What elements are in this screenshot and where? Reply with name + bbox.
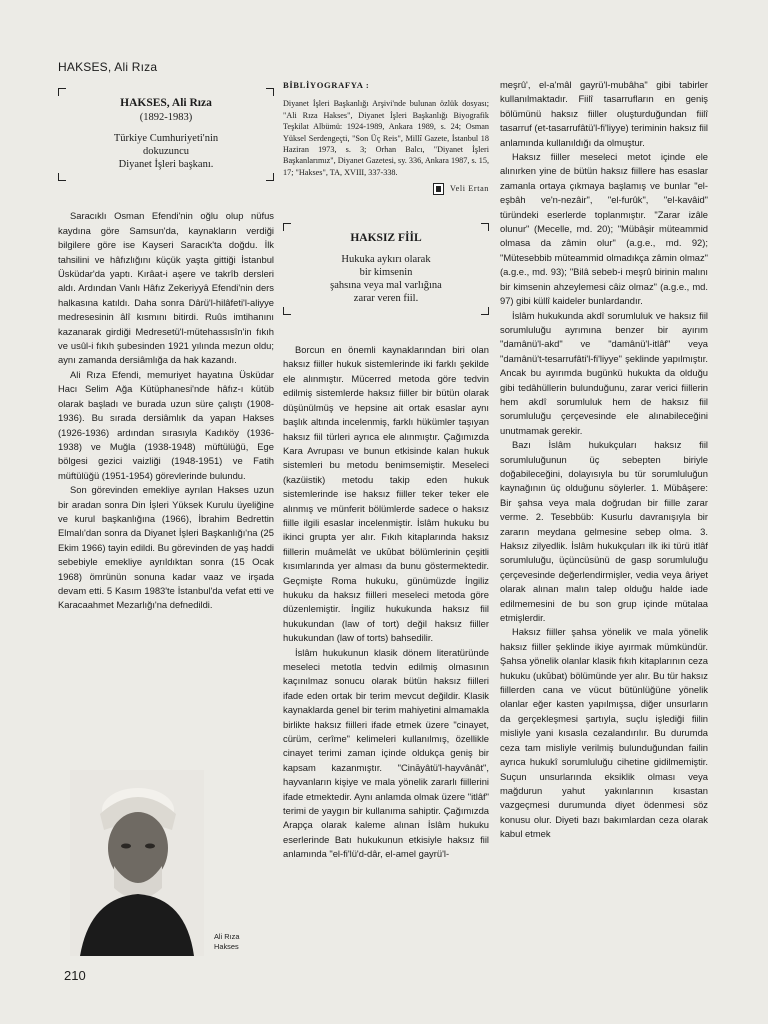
entry-description-line: dokuzuncu — [142, 146, 190, 158]
body-paragraph: Saracıklı Osman Efendi'nin oğlu olup nüfus kaydına göre Samsun'da, kaynakların verdiği bilgilere göre ise Kayseri Saracık'ta doğdu. İlk tahsilini ve hâfızlığını küçük yaşta gittiği İstanbul Üsküdar'da yaptı. Kırâat-i aşere ve takrîb dersleri aldı. Ardından Vanlı Hâfız Zekeriyyâ Efendi'nin ders halkasına katıldı. Daha sonra Dârü'l-hilâfeti'l-aliyye medresesinin âlî kısmını bitirdi. Ruûs imtihanını kazanarak girdiği Medresetü'l-mütehassısîn'in fıkıh ve usûl-i fıkıh şubesinden 1921 yılında mezun oldu; aynı zamanda dersiâmlığa da hak kazandı. — [58, 210, 274, 366]
entry-title: HAKSIZ FİİL — [350, 231, 422, 244]
entry-header-haksiz-fiil — [283, 217, 489, 317]
bibliography-heading: BİBLİYOGRAFYA : — [283, 80, 370, 90]
column-1 — [58, 82, 274, 613]
body-paragraph: Bazı İslâm hukukçuları haksız fiil sorumluluğunun üç sebepten biriyle doğabileceğini, dolayısıyla bu tür sorumluluğun kaynağının üç olduğunu söylerler. 1. Mübâşere: Bir şahsa veya mala doğrudan bir fiille zarar verme. 2. Tesebbüb: Kusurlu davranışıyla bir zararın meydana gelmesine sebep olma. 3. Haksız zilyedlik. İslâm hukukçuları ilk iki türü itlâf sorumluluğu, üçüncüsünü de gasp sorumluluğu çerçevesinde değerlendirmişler, vedia veya âriyet olarak alınan malın talep olduğu halde iade edilmemesini de bu son grup içinde mütalaa etmişlerdir. — [500, 439, 708, 624]
entry-description — [293, 253, 479, 305]
entry-description-line: Diyanet İşleri başkanı. — [118, 159, 214, 171]
author-name: Veli Ertan — [450, 184, 489, 194]
portrait-illustration — [70, 770, 204, 956]
entry-description-line: bir kimsenin — [359, 267, 413, 279]
body-paragraph: Ali Rıza Efendi, memuriyet hayatına Üsküdar Hacı Selim Ağa Kütüphanesi'nde hâfız-ı kütüb olarak başladı ve burada uzun süre çalıştı (1908-1936). Bu sırada dersiâmlık da yapan Hakses (1926-1936) ardından sırasıyla Kadıköy (1936-1938) ve Muğla (1938-1948) müftülüğü, Ege bölgesi gezici vaizliği (1948-1951) ve Fatih müftülüğü (1951-1954) görevlerinde bulundu. — [58, 368, 274, 481]
column-3 — [500, 78, 708, 842]
body-paragraph-continued: meşrû', el-a'mâl gayrü'l-mubâha" gibi tabirler kullanılmaktadır. Fiilî tasarrufların en geniş bölümünü haksız fiiller oluşturduğundan fiilî tasarruf (et-tasarrufâtü'l-fi'liyye) teriminin haksız fiil anlamında kullanıldığı da olmuştur. — [500, 79, 708, 148]
entry-description — [68, 132, 264, 171]
body-paragraph: Borcun en önemli kaynaklarından biri olan haksız fiiller hukuk sistemlerinde iki farklı şekilde ele alınmıştır. Mücerred metoda göre tedvin edilmiş sistemlerde haksız fiiller bir bütün olarak düşünülmüş ve hepsine ait ortak esaslar aynı başlık altında incelenmiş, farklı hükümler taşıyan haksız fiil türleri ayrıca ele alınmıştır. Çağımızda Kara Avrupası ve bunun etkisinde kalan hukuk sistemleri bu metodu benimsemiştir. Meseleci (kazüistik) metodu takip eden hukuk sistemlerinde ise haksız fiiller teker teker ele alınmış ve münferit bölümlerde sadece o haksız fiille ilgili esaslar incelenmiştir. İslâm hukuku bu ikinci grupta yer alır. Fıkıh kitaplarında haksız fiillerin muâmelât ve ukūbat bölümlerinin çeşitli kısımlarında yer alması da bunu göstermektedir. Geçmişte Roma hukuku, günümüzde İngiliz hukuku da haksız fiilleri meseleci metoda göre düzenlemiştir. İngiliz hukukunda haksız fiil hukukundan (law of tort) değil haksız fiiller hukukundan (law of torts) bahsedilir. — [283, 344, 489, 644]
page-number: 210 — [64, 968, 86, 983]
entry-description-line: şahsına veya mal varlığına — [330, 280, 442, 292]
portrait-caption-line: Ali Rıza — [214, 932, 240, 941]
body-paragraph: Son görevinden emekliye ayrılan Hakses uzun bir aradan sonra Din İşleri Yüksek Kurulu üyeliğine ve kurul başkanlığına (1966), İbrahim Bedrettin Elmalı'dan sonra da Diyanet İşleri Başkanlığı'na (25 Ekim 1966) tayin edildi. Bu görevinden de yaş haddi sebebiyle emekliye ayrıldıktan sonra (15 Ocak 1968) ömrünün sonuna kadar vaaz ve irşada devam etti. 5 Kasım 1983'te İstanbul'da vefat etti ve Karacaahmet Mezarlığı'na defnedildi. — [58, 484, 274, 611]
author-signature — [283, 182, 489, 196]
column-2 — [283, 78, 489, 862]
entry-header-hakses — [58, 82, 274, 183]
bibliography-text: Diyanet İşleri Başkanlığı Arşivi'nde bulunan özlük dosyası; "Ali Rıza Hakses", Diyanet İşleri Başkanlığı Biyografik Teşkilat Albümü: 1924-1989, Ankara 1989, s. 24; Osman Yüksel Serdengeçti, "Son Üç Reis", Millî Gazete, İstanbul 18 Haziran 1973, s. 3; Orhan Balcı, "Diyanet İşleri Başkanlarımız", Diyanet Gazetesi, sy. 336, Ankara 1987, s. 15, 17; "Hakses", TA, XVIII, 337-338. — [283, 99, 489, 177]
entry-years: (1892-1983) — [139, 112, 193, 124]
portrait-caption — [214, 932, 239, 952]
body-paragraph: İslâm hukukunda akdî sorumluluk ve haksız fiil sorumluluğu ayrımına benzer bir ayırım "damânü'l-akd" ve "damânü'l-itlâf" veya "damânü't-tesarrufâti'l-fi'liyye" şeklinde yapılmıştır. Ancak bu ayırımda bugünkü hukukta da olduğu gibi tedâhüllerin bulunduğunu, zarar verici fiillerin hem akdî sorumluluk hem de haksız fiil sorumluluğu çerçevesinde ele alınabileceğini unutmamak gerekir. — [500, 309, 708, 436]
portrait-photo — [70, 770, 204, 956]
portrait-caption-line: Hakses — [214, 942, 239, 951]
author-mark-icon — [433, 183, 444, 195]
body-paragraph: İslâm hukukunun klasik dönem literatüründe meseleci metotla tedvin edilmiş olmasının kaçınılmaz sonucu olarak bütün haksız fiilleri ifade eden ortak bir terim mevcut değildir. Klasik kaynaklarda genel bir terim mahiyetini almamakla birlikte haksız fiilleri ifade etmek üzere "cinayet, cürüm, cerîme" kelimeleri kullanılmış, özellikle cinayet terimi zaman içinde oldukça geniş bir kapsam kazanmıştır. "Cināyâtü'l-hayvânât", hayvanların kişiye ve mala yönelik zararlı fiillerini ifade etmektedir. Aynı anlamda olmak üzere "itlâf" terimi de yaygın bir kullanıma sahiptir. Çağımızda Arapça olarak kaleme alınan İslâm hukuku eserlerinde Batı hukukunun etkisiyle haksız fiil anlamında "el-fi'lü'd-dâr, el-amel gayrü'l- — [283, 646, 489, 860]
entry-description-line: zarar veren fiil. — [353, 293, 419, 305]
entry-description-line: Hukuka aykırı olarak — [341, 254, 431, 266]
body-paragraph: Haksız fiiller şahsa yönelik ve mala yönelik haksız fiiller şeklinde ikiye ayırmak mümkündür. Şahsa yönelik olanlar klasik fıkıh kitaplarının ceza hukuku (ukūbat) bölümünde yer alır. Bu tür haksız fiillerden cana ve vücut bütünlüğüne yönelik olanlar eğer kasten yapılmışsa, diğer unsurların da gerçekleşmesi şartıyla, suçlu işlediği fiilin misliyle yani kısasla cezalandırılır. Bu durumda ceza tam misliyle verilmiş bulunduğundan failin ayrıca hukukî sorumluluğu cihetine gidilmemiştir. Suçun unsurlarında eksiklik olması veya mağdurun yahut yakınlarının kısastan vazgeçmesi durumunda diyet ödenmesi söz konusu olur. Diyeti bazı bakımlardan ceza olarak kabul etmek — [500, 626, 708, 840]
entry-description-line: Türkiye Cumhuriyeti'nin — [113, 133, 219, 145]
entry-title: HAKSES, Ali Rıza — [120, 97, 212, 109]
running-header: HAKSES, Ali Rıza — [58, 60, 158, 74]
body-paragraph: Haksız fiiller meseleci metot içinde ele alınırken yine de bütün haksız fiillere has esaslar zamanla ortaya çıkmaya başlamış ve bunlar "el-eşbâh ve'n-nezâir", "el-furûk", "el-kavâid" türündeki eserlerde toplanmıştır. "Zarar izâle olunur" (Mecelle, md. 20); "Mübâşir müteammid olmasa da zâmin olur" (a.g.e., md. 92); "Mütesebbib müteammid olmadıkça zâmin olmaz" (a.g.e., md. 93); "Bilâ sebeb-i meşrû birinin malını bir kimsenin ahzeylemesi câiz olmaz" (a.g.e., md. 97) gibi küllî kaideler bunlardandır. — [500, 151, 708, 307]
